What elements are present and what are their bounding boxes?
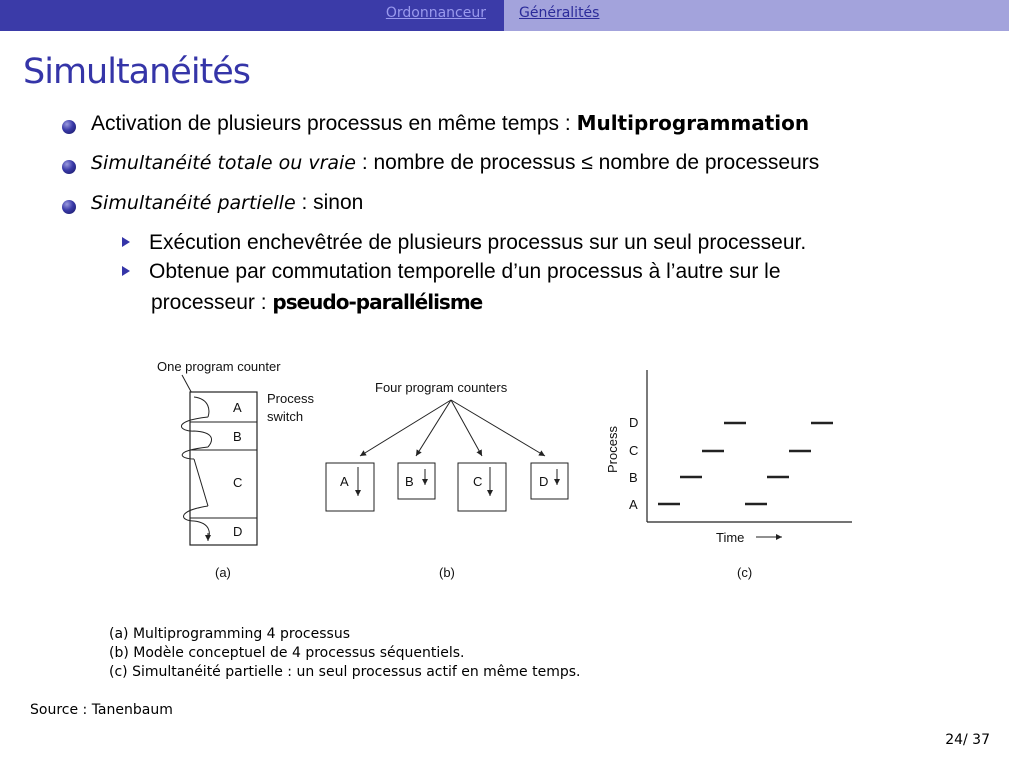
block-a-label: A xyxy=(233,400,242,415)
process-box-d xyxy=(531,463,568,499)
triangle-bullet-icon xyxy=(122,237,130,247)
subbullet-item-1: Exécution enchevêtrée de plusieurs processus sur un seul processeur. xyxy=(149,231,807,254)
row-b-label: B xyxy=(629,470,638,485)
bullet-item-1 xyxy=(91,111,809,136)
process-switch-label-2: switch xyxy=(267,409,304,424)
one-program-counter-label: One program counter xyxy=(157,359,281,374)
figure-caption-c: (c) Simultanéité partielle : un seul processus actif en même temps. xyxy=(109,664,581,680)
panel-a-caption: (a) xyxy=(215,565,231,580)
bullet-item-3 xyxy=(91,191,363,215)
row-c-label: C xyxy=(629,443,639,458)
box-b-label: B xyxy=(405,474,414,489)
activity-bars xyxy=(658,423,833,504)
nav-link-ordonnanceur[interactable]: Ordonnanceur xyxy=(385,5,486,21)
bullet-item-2 xyxy=(91,151,819,175)
bullet-italic-term: Simultanéité partielle xyxy=(91,192,296,214)
figure-caption-b: (b) Modèle conceptuel de 4 processus séquentiels. xyxy=(109,645,465,661)
figure-caption-a: (a) Multiprogramming 4 processus xyxy=(109,626,350,642)
panel-c-caption: (c) xyxy=(737,565,753,580)
panel-a xyxy=(157,359,314,580)
time-chart-xlabel: Time xyxy=(716,530,745,545)
bullet-italic-term: Simultanéité totale ou vraie xyxy=(91,152,356,174)
panel-b xyxy=(326,380,568,580)
navigation-bar xyxy=(0,0,1009,31)
subbullet-item-2-line1: Obtenue par commutation temporelle d’un processus à l’autre sur le xyxy=(149,260,781,283)
bullet-text: : nombre de processus ≤ nombre de processeurs xyxy=(356,151,820,174)
row-d-label: D xyxy=(629,415,639,430)
source-credit: Source : Tanenbaum xyxy=(30,702,173,718)
four-program-counters-label: Four program counters xyxy=(375,380,508,395)
block-d-label: D xyxy=(233,524,243,539)
nav-link-generalites[interactable]: Généralités xyxy=(519,5,600,21)
triangle-bullet-icon xyxy=(122,266,130,276)
bullet-bold-term: Multiprogrammation xyxy=(576,111,810,135)
bullet-icon xyxy=(62,160,76,174)
row-a-label: A xyxy=(629,497,638,512)
box-d-label: D xyxy=(539,474,549,489)
process-box-b xyxy=(398,463,435,499)
subbullet-item-2-line2 xyxy=(151,290,482,315)
process-switch-label-1: Process xyxy=(267,391,314,406)
process-diagram-figure xyxy=(150,355,870,590)
time-chart-ylabel: Process xyxy=(605,426,620,473)
bullet-text: Activation de plusieurs processus en même temps : xyxy=(91,112,577,135)
bullet-icon xyxy=(62,120,76,134)
page-number: 24/ 37 xyxy=(945,732,990,748)
box-c-label: C xyxy=(473,474,483,489)
process-box-a xyxy=(326,463,374,511)
subbullet-text: processeur : xyxy=(151,291,273,314)
page-title: Simultanéités xyxy=(23,52,251,92)
bullet-icon xyxy=(62,200,76,214)
block-b-label: B xyxy=(233,429,242,444)
block-c-label: C xyxy=(233,475,243,490)
panel-c xyxy=(605,370,852,580)
subbullet-bold-term: pseudo-parallélisme xyxy=(272,290,483,314)
bullet-text: : sinon xyxy=(295,191,364,214)
box-a-label: A xyxy=(340,474,349,489)
panel-b-caption: (b) xyxy=(439,565,455,580)
